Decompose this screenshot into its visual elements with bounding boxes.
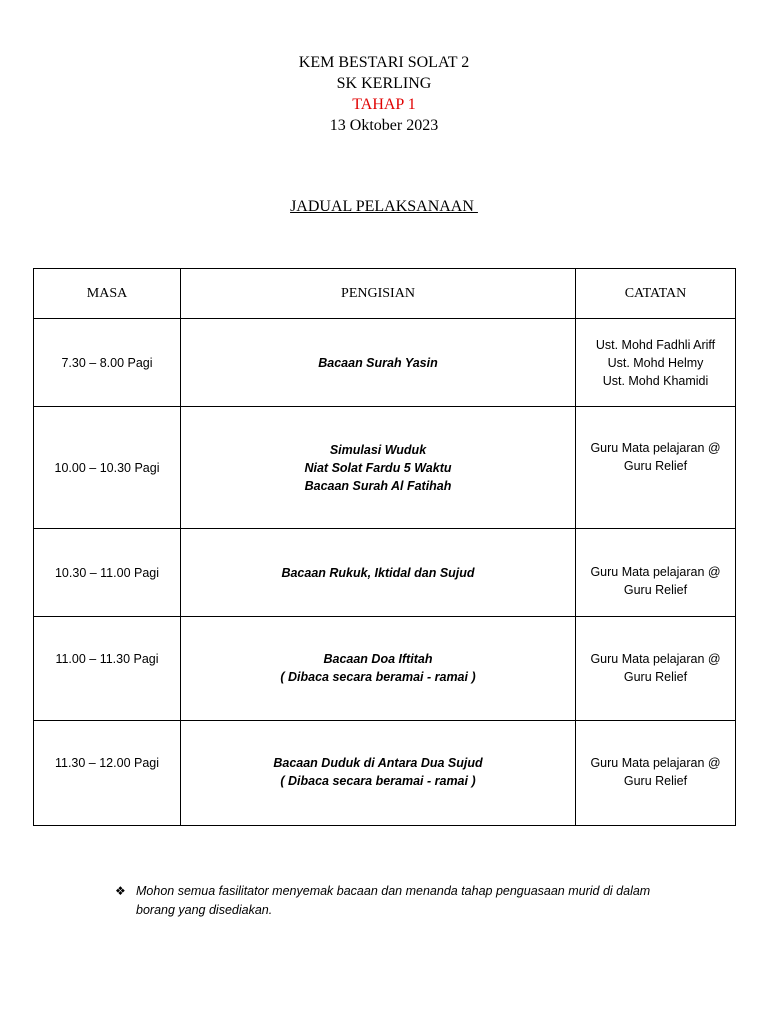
activity-line: Bacaan Rukuk, Iktidal dan Sujud xyxy=(281,565,475,580)
time-cell: 11.30 – 12.00 Pagi xyxy=(34,721,181,826)
notes-line: Ust. Mohd Helmy xyxy=(607,355,704,370)
section-title-wrap xyxy=(0,198,768,216)
activity-line: Niat Solat Fardu 5 Waktu xyxy=(304,460,452,475)
document-header xyxy=(0,52,768,136)
activity-cell xyxy=(181,529,576,617)
time-cell: 7.30 – 8.00 Pagi xyxy=(34,319,181,407)
notes-line: Guru Relief xyxy=(623,459,688,473)
notes-line: Guru Mata pelajaran @ xyxy=(590,652,721,666)
event-date: 13 Oktober 2023 xyxy=(329,117,439,134)
school-name: SK KERLING xyxy=(336,75,432,92)
footnote xyxy=(115,882,675,920)
activity-line: Simulasi Wuduk xyxy=(329,442,427,457)
notes-line: Guru Relief xyxy=(623,582,688,597)
table-row xyxy=(34,319,736,407)
column-header-masa: MASA xyxy=(34,269,181,319)
column-header-catatan: CATATAN xyxy=(576,269,736,319)
activity-cell xyxy=(181,407,576,529)
activity-line: Bacaan Doa Iftitah xyxy=(323,652,433,666)
notes-line: Guru Mata pelajaran @ xyxy=(590,564,721,579)
table-row xyxy=(34,529,736,617)
level-label: TAHAP 1 xyxy=(352,96,416,113)
table-row xyxy=(34,721,736,826)
notes-cell xyxy=(576,617,736,721)
notes-line: Guru Mata pelajaran @ xyxy=(590,441,721,455)
table-header-row xyxy=(34,269,736,319)
time-cell: 10.00 – 10.30 Pagi xyxy=(34,407,181,529)
notes-cell xyxy=(576,319,736,407)
notes-line: Ust. Mohd Khamidi xyxy=(602,373,709,388)
footnote-text: Mohon semua fasilitator menyemak bacaan dan menanda tahap penguasaan murid di dalam borang yang disediakan. xyxy=(136,884,651,917)
activity-line: Bacaan Surah Al Fatihah xyxy=(304,478,452,493)
notes-line: Ust. Mohd Fadhli Ariff xyxy=(595,337,716,352)
notes-line: Guru Mata pelajaran @ xyxy=(590,756,721,770)
activity-cell xyxy=(181,319,576,407)
time-cell: 11.00 – 11.30 Pagi xyxy=(34,617,181,721)
camp-title: KEM BESTARI SOLAT 2 xyxy=(298,54,470,71)
activity-line: Bacaan Surah Yasin xyxy=(318,355,438,370)
diamond-bullet-icon: ❖ xyxy=(115,884,126,898)
section-title: JADUAL PELAKSANAAN xyxy=(290,198,478,215)
time-cell: 10.30 – 11.00 Pagi xyxy=(34,529,181,617)
schedule-table xyxy=(33,268,736,826)
notes-cell xyxy=(576,407,736,529)
activity-cell xyxy=(181,721,576,826)
table-row xyxy=(34,617,736,721)
column-header-pengisian: PENGISIAN xyxy=(181,269,576,319)
activity-line: ( Dibaca secara beramai - ramai ) xyxy=(280,774,476,788)
notes-cell xyxy=(576,529,736,617)
notes-line: Guru Relief xyxy=(623,774,688,788)
activity-cell xyxy=(181,617,576,721)
activity-line: ( Dibaca secara beramai - ramai ) xyxy=(280,670,476,684)
notes-line: Guru Relief xyxy=(623,670,688,684)
table-row xyxy=(34,407,736,529)
activity-line: Bacaan Duduk di Antara Dua Sujud xyxy=(273,756,483,770)
notes-cell xyxy=(576,721,736,826)
